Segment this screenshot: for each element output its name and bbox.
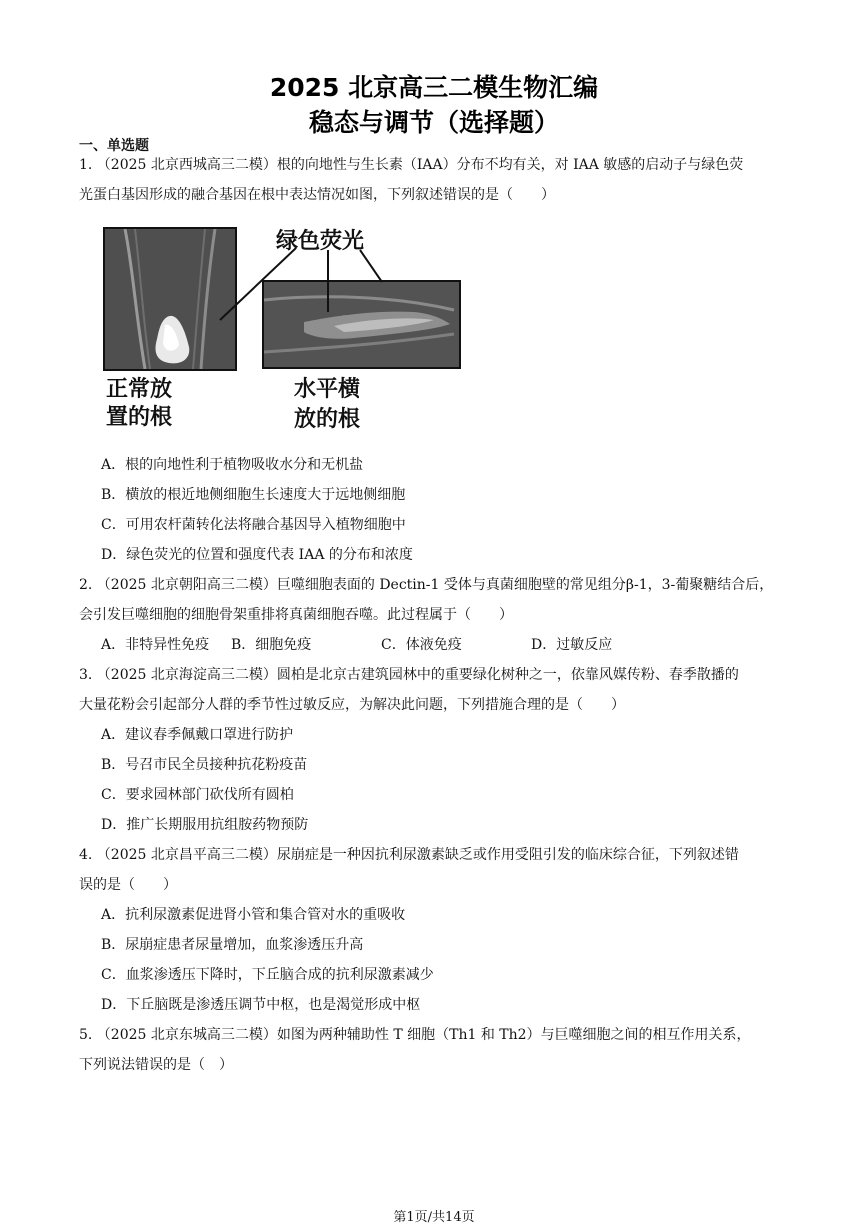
question-1-option-c: C．可用农杆菌转化法将融合基因导入植物细胞中 xyxy=(101,517,406,533)
question-1-option-a: A．根的向地性利于植物吸收水分和无机盐 xyxy=(101,457,364,473)
question-4-option-d: D．下丘脑既是渗透压调节中枢，也是渴觉形成中枢 xyxy=(101,997,421,1013)
root-fluorescence-figure xyxy=(100,220,462,438)
document-subtitle: 稳态与调节（选择题） xyxy=(308,108,559,137)
question-3-option-d: D．推广长期服用抗组胺药物预防 xyxy=(101,817,309,833)
normal-root-label-2: 置的根 xyxy=(106,405,173,430)
normal-root-label-1: 正常放 xyxy=(106,377,173,402)
question-2-option-a: A．非特异性免疫 xyxy=(101,637,210,653)
page-footer: 第1页/共14页 xyxy=(393,1210,475,1225)
horizontal-root-label-2: 放的根 xyxy=(294,407,361,432)
horizontal-root-label-1: 水平横 xyxy=(294,377,361,402)
question-3-line-2: 大量花粉会引起部分人群的季节性过敏反应，为解决此问题，下列措施合理的是（ ） xyxy=(79,697,625,713)
question-1-option-b: B．横放的根近地侧细胞生长速度大于远地侧细胞 xyxy=(101,487,406,503)
question-1-line-2: 光蛋白基因形成的融合基因在根中表达情况如图，下列叙述错误的是（ ） xyxy=(79,187,555,203)
question-2-option-d: D．过敏反应 xyxy=(531,637,613,653)
question-2-line-1: 2. （2025 北京朝阳高三二模）巨噬细胞表面的 Dectin-1 受体与真菌细胞壁的常见组分β-1，3-葡聚糖结合后， xyxy=(79,577,774,593)
question-2-option-b: B．细胞免疫 xyxy=(231,637,312,653)
question-5-line-2: 下列说法错误的是（ ） xyxy=(79,1057,233,1073)
question-3-option-c: C．要求园林部门砍伐所有圆柏 xyxy=(101,787,294,803)
question-2-options xyxy=(101,635,701,655)
question-3-option-b: B．号召市民全员接种抗花粉疫苗 xyxy=(101,757,308,773)
question-4-option-c: C．血浆渗透压下降时，下丘脑合成的抗利尿激素减少 xyxy=(101,967,434,983)
question-3-line-1: 3. （2025 北京海淀高三二模）圆柏是北京古建筑园林中的重要绿化树种之一，依靠风媒传粉、春季散播的 xyxy=(79,667,739,683)
question-1-line-1: 1. （2025 北京西城高三二模）根的向地性与生长素（IAA）分布不均有关，对 IAA 敏感的启动子与绿色荧 xyxy=(79,157,744,173)
document-title: 2025 北京高三二模生物汇编 xyxy=(269,73,599,102)
question-1-option-d: D．绿色荧光的位置和强度代表 IAA 的分布和浓度 xyxy=(101,547,413,563)
question-5-line-1: 5. （2025 北京东城高三二模）如图为两种辅助性 T 细胞（Th1 和 Th2）与巨噬细胞之间的相互作用关系， xyxy=(79,1027,751,1043)
question-4-option-a: A．抗利尿激素促进肾小管和集合管对水的重吸收 xyxy=(101,907,406,923)
section-heading: 一、单选题 xyxy=(79,138,149,154)
question-4-line-2: 误的是（ ） xyxy=(79,877,177,893)
question-2-line-2: 会引发巨噬细胞的细胞骨架重排将真菌细胞吞噬。此过程属于（ ） xyxy=(79,607,513,623)
fluorescence-label: 绿色荧光 xyxy=(276,229,365,254)
question-3-option-a: A．建议春季佩戴口罩进行防护 xyxy=(101,727,294,743)
question-4-line-1: 4. （2025 北京昌平高三二模）尿崩症是一种因抗利尿激素缺乏或作用受阻引发的临床综合征，下列叙述错 xyxy=(79,847,739,863)
question-2-option-c: C．体液免疫 xyxy=(381,637,462,653)
question-4-option-b: B．尿崩症患者尿量增加，血浆渗透压升高 xyxy=(101,937,364,953)
